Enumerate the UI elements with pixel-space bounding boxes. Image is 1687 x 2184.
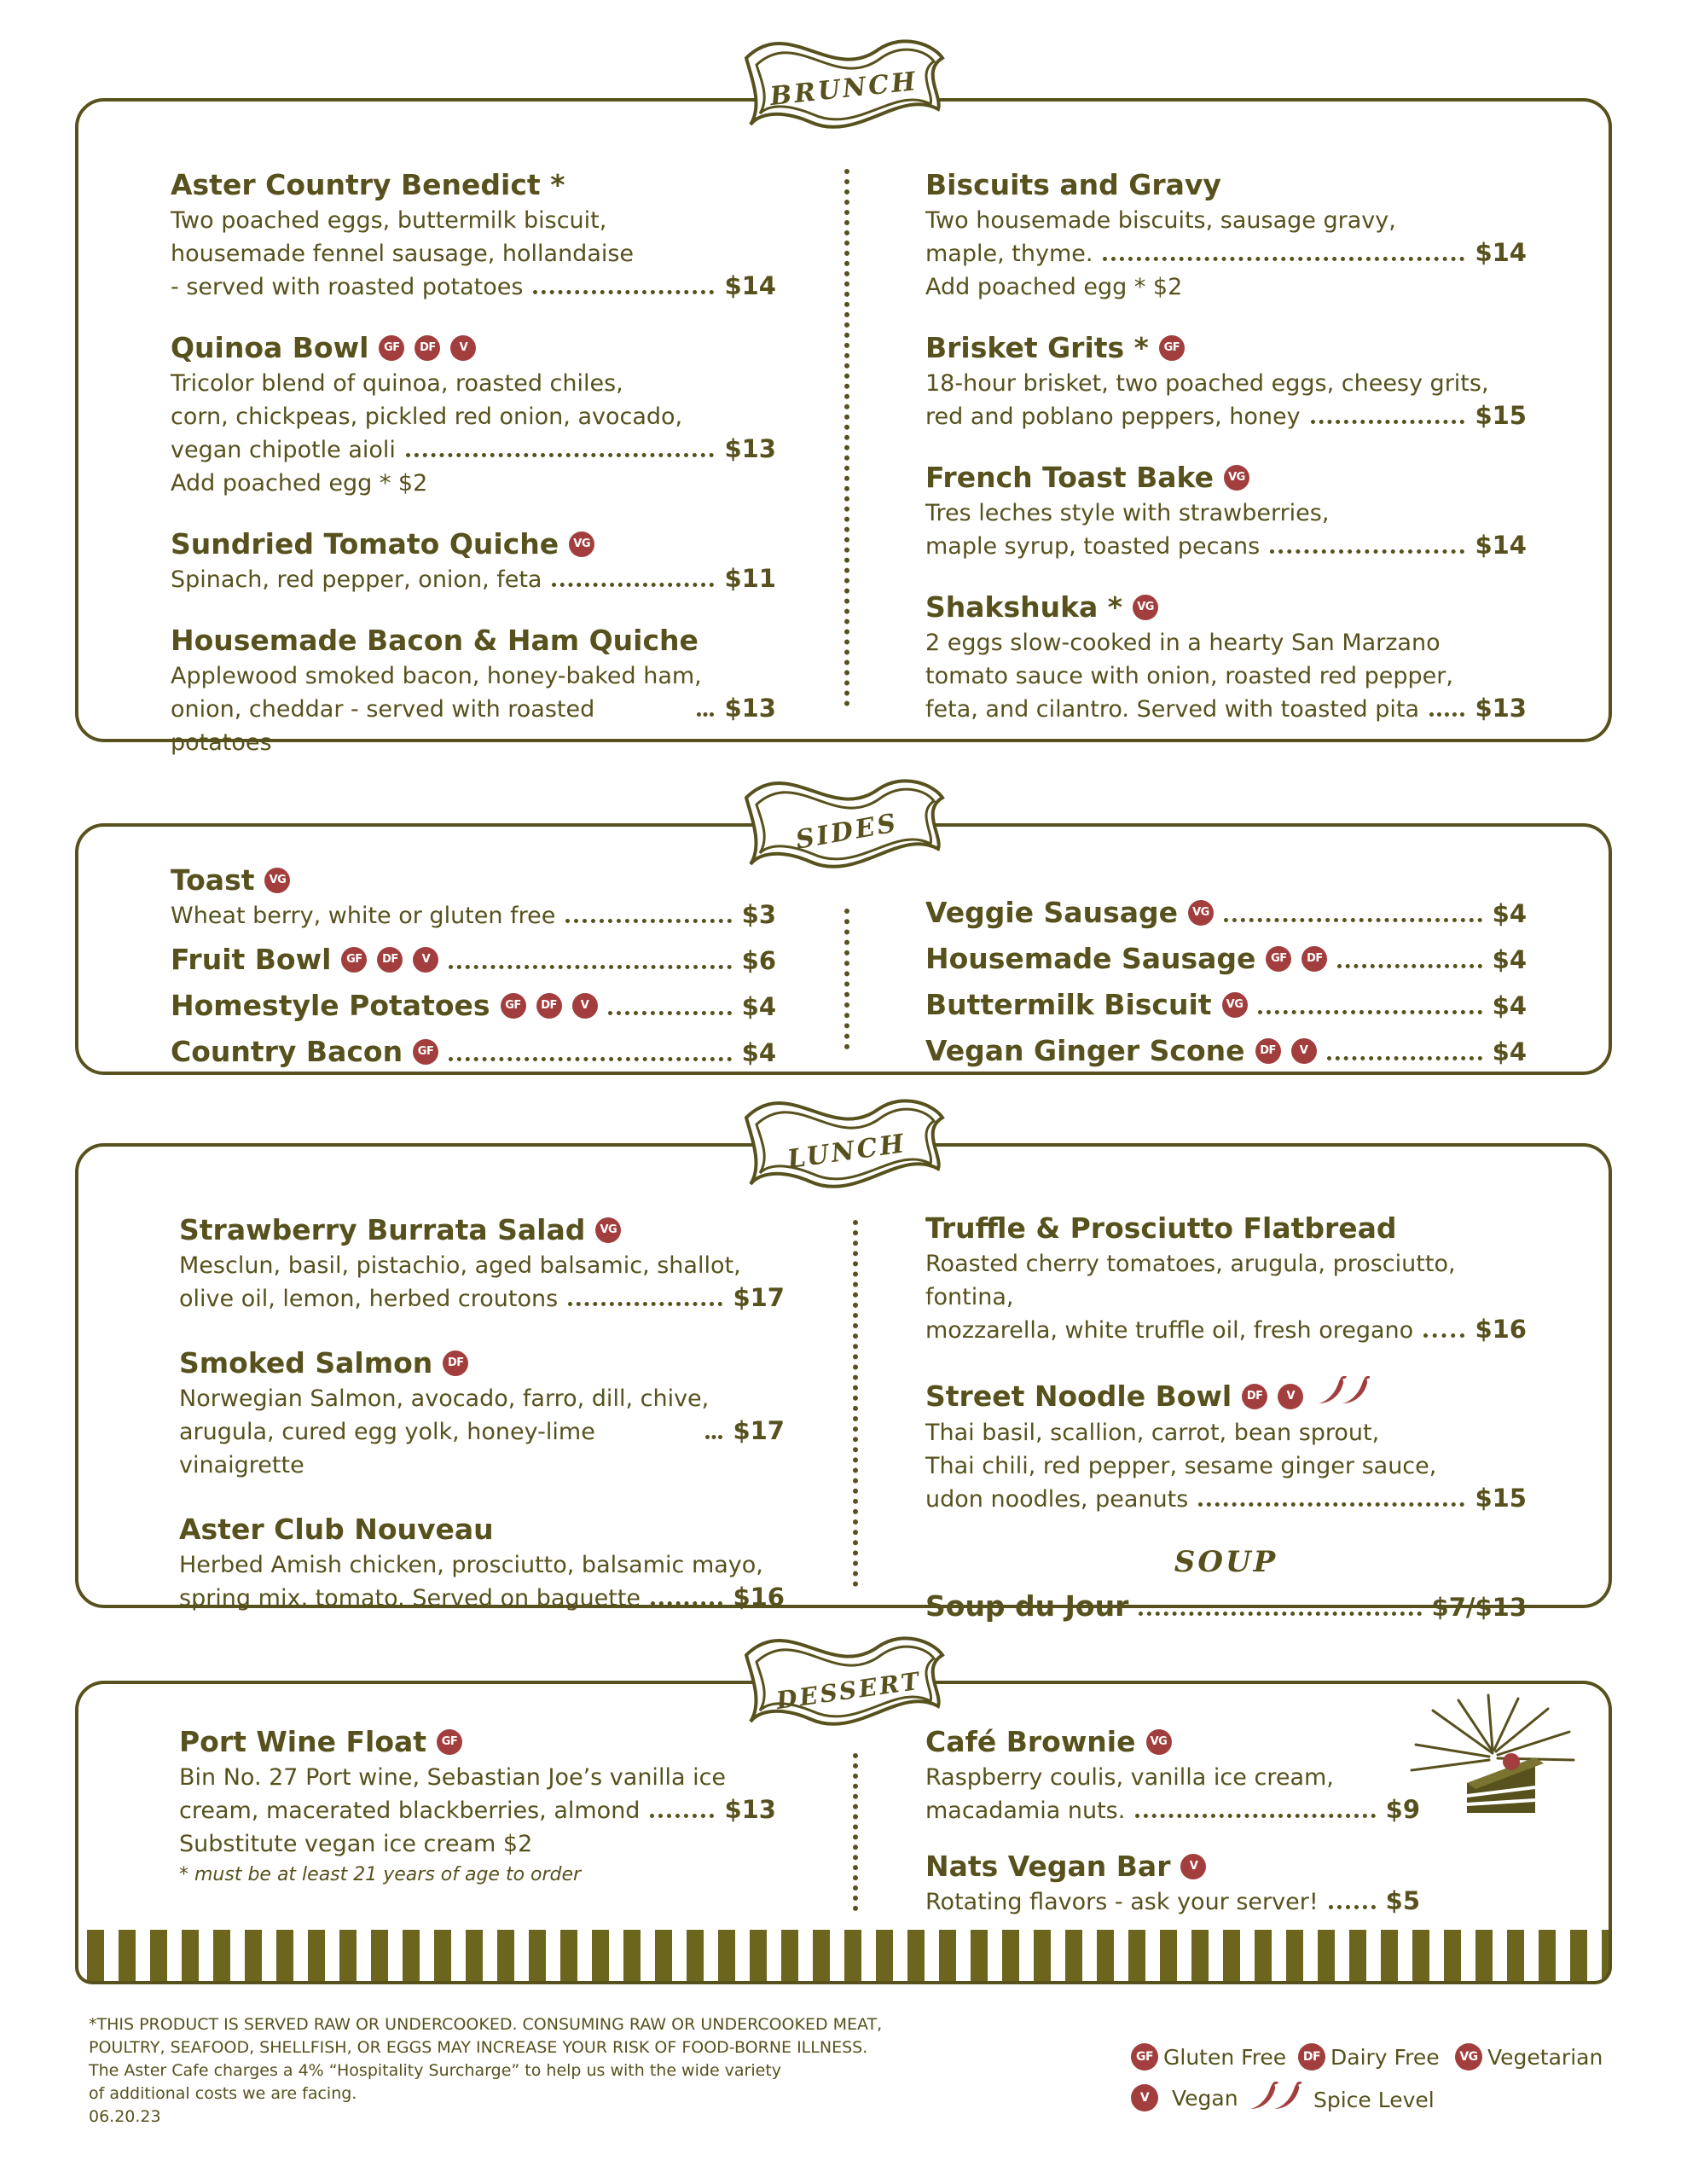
item-name: Aster Country Benedict *	[171, 168, 565, 201]
menu-date: 06.20.23	[89, 2107, 161, 2126]
dairy-free-badge-icon: DF	[1301, 946, 1327, 972]
item-name: Country Bacon	[171, 1035, 403, 1068]
chili-pepper-icon	[1315, 1376, 1370, 1416]
sides-left-column	[171, 862, 776, 1079]
item-name: Aster Club Nouveau	[179, 1513, 494, 1546]
dessert-title: DESSERT	[774, 1666, 924, 1716]
item-description: Two housemade biscuits, sausage gravy,	[925, 207, 1396, 234]
item-price: $17	[733, 1416, 785, 1445]
item-price: $9	[1385, 1795, 1420, 1824]
legend-gluten-free	[1128, 2043, 1286, 2071]
dot-leader	[406, 453, 715, 457]
item-name: Vegan Ginger Scone	[925, 1034, 1245, 1067]
legend-label: Spice Level	[1313, 2087, 1435, 2112]
item-description: Rotating flavors - ask your server!	[925, 1889, 1319, 1915]
item-description: mozzarella, white truffle oil, fresh oregano	[925, 1317, 1414, 1344]
brunch-divider	[844, 169, 849, 706]
gluten-free-badge-icon: GF	[379, 335, 404, 361]
vegan-badge-icon: V	[1291, 1038, 1317, 1064]
item-name: Quinoa Bowl	[171, 331, 369, 364]
item-description: onion, cheddar - served with roasted potatoes	[171, 696, 595, 756]
legend-label: Vegetarian	[1487, 2044, 1603, 2070]
side-item	[925, 986, 1527, 1024]
vegetarian-badge-icon: VG	[1224, 465, 1249, 491]
item-name: Smoked Salmon	[179, 1346, 433, 1380]
menu-item	[171, 526, 776, 596]
item-description: Raspberry coulis, vanilla ice cream,	[925, 1764, 1334, 1791]
gluten-free-badge-icon: GF	[1159, 335, 1185, 361]
dot-leader	[1429, 712, 1464, 717]
item-description: Applewood smoked bacon, honey-baked ham,	[171, 663, 702, 689]
item-description: 2 eggs slow-cooked in a hearty San Marzano	[925, 630, 1441, 656]
brunch-title: BRUNCH	[768, 67, 920, 113]
brunch-right-column	[925, 166, 1527, 752]
sides-right-column	[925, 894, 1527, 1078]
item-addon: Add poached egg * $2	[171, 470, 428, 497]
item-name: Biscuits and Gravy	[925, 168, 1221, 201]
soup-heading: SOUP	[1174, 1545, 1278, 1579]
item-price: $13	[724, 1795, 776, 1824]
dot-leader	[449, 1057, 732, 1061]
item-name: Port Wine Float	[179, 1725, 427, 1758]
dot-leader	[697, 712, 714, 717]
item-description: maple syrup, toasted pecans	[925, 533, 1261, 560]
item-name: Street Noodle Bowl	[925, 1379, 1232, 1413]
menu-item	[179, 1723, 776, 1890]
menu-item	[171, 622, 776, 759]
surcharge-line: of additional costs we are facing.	[89, 2084, 357, 2103]
item-name: Soup du Jour	[925, 1589, 1129, 1623]
item-description: housemade fennel sausage, hollandaise	[171, 241, 635, 267]
item-description: macadamia nuts.	[925, 1798, 1126, 1824]
legend-label: Dairy Free	[1330, 2044, 1440, 2070]
dot-leader	[1139, 1612, 1421, 1616]
vegan-badge-icon: V	[1180, 1854, 1206, 1879]
legend-label: Vegan	[1172, 2085, 1238, 2111]
item-price: $7/$13	[1431, 1593, 1527, 1622]
item-name: Nats Vegan Bar	[925, 1850, 1171, 1883]
item-description: Roasted cherry tomatoes, arugula, prosciutto, fontina,	[925, 1251, 1456, 1310]
item-description: Tricolor blend of quinoa, roasted chiles,	[171, 370, 623, 397]
brunch-banner	[729, 24, 959, 152]
item-description: feta, and cilantro. Served with toasted pita	[925, 696, 1420, 723]
dot-leader	[651, 1601, 722, 1606]
item-description: Two poached eggs, buttermilk biscuit,	[171, 207, 607, 234]
dot-leader	[705, 1435, 722, 1439]
item-price: $15	[1475, 401, 1527, 430]
vegetarian-badge-icon: VG	[1133, 595, 1158, 620]
dairy-free-badge-icon: DF	[1255, 1038, 1281, 1064]
item-name: Homestyle Potatoes	[171, 989, 490, 1022]
lunch-left-column	[179, 1211, 785, 1644]
legend-label: Gluten Free	[1163, 2044, 1287, 2070]
disclaimer-line: POULTRY, SEAFOOD, SHELLFISH, OR EGGS MAY INCREASE YOUR RISK OF FOOD-BORNE ILLNESS.	[89, 2038, 868, 2057]
item-description: Thai basil, scallion, carrot, bean sprout,	[925, 1420, 1380, 1446]
age-note: * must be at least 21 years of age to order	[179, 1864, 582, 1885]
dot-leader	[1327, 1056, 1482, 1060]
vegan-badge-icon: V	[572, 993, 598, 1019]
item-name: Truffle & Prosciutto Flatbread	[925, 1211, 1397, 1245]
disclaimer-line: *THIS PRODUCT IS SERVED RAW OR UNDERCOOKED. CONSUMING RAW OR UNDERCOOKED MEAT,	[89, 2015, 883, 2034]
sides-title: SIDES	[793, 808, 901, 856]
menu-item	[179, 1511, 785, 1615]
dairy-free-badge-icon: DF	[443, 1350, 468, 1376]
dot-leader	[533, 290, 714, 294]
item-price: $16	[733, 1583, 785, 1612]
menu-item	[925, 1210, 1527, 1347]
item-name: Brisket Grits *	[925, 331, 1149, 364]
item-description: Herbed Amish chicken, prosciutto, balsamic mayo,	[179, 1552, 763, 1578]
item-price: $4	[1492, 1037, 1527, 1066]
item-price: $14	[1475, 531, 1527, 560]
item-description: spring mix, tomato. Served on baguette	[179, 1585, 641, 1612]
item-description: tomato sauce with onion, roasted red pepper,	[925, 663, 1453, 689]
lunch-divider	[853, 1220, 858, 1587]
side-item	[925, 894, 1527, 932]
menu-item	[171, 329, 776, 500]
menu-item	[179, 1211, 785, 1316]
item-price: $4	[1492, 899, 1527, 928]
item-price: $13	[1475, 694, 1527, 723]
dot-leader	[568, 1302, 722, 1306]
dot-leader	[1270, 549, 1464, 554]
gluten-free-badge-icon: GF	[1131, 2043, 1158, 2071]
dessert-right-column	[925, 1723, 1420, 1939]
item-name: Café Brownie	[925, 1725, 1136, 1758]
item-description: Norwegian Salmon, avocado, farro, dill, chive,	[179, 1385, 710, 1412]
dot-leader	[1329, 1905, 1376, 1909]
dot-leader	[565, 919, 731, 923]
item-addon: Substitute vegan ice cream $2	[179, 1831, 533, 1857]
item-description: udon noodles, peanuts	[925, 1486, 1189, 1513]
item-price: $3	[741, 900, 776, 929]
lunch-right-column	[925, 1210, 1527, 1625]
vegan-badge-icon: V	[1131, 2084, 1158, 2111]
menu-item	[925, 459, 1527, 563]
item-name: Strawberry Burrata Salad	[179, 1213, 586, 1246]
chili-pepper-icon	[1247, 2082, 1301, 2117]
item-price: $4	[741, 1038, 776, 1067]
item-name: French Toast Bake	[925, 461, 1214, 494]
item-price: $4	[1492, 991, 1527, 1020]
dairy-free-badge-icon: DF	[377, 947, 403, 973]
menu-item	[171, 166, 776, 304]
side-item	[171, 1033, 776, 1071]
vegetarian-badge-icon: VG	[1188, 900, 1214, 926]
item-description: Wheat berry, white or gluten free	[171, 903, 556, 929]
dessert-divider	[853, 1753, 858, 1911]
vegetarian-badge-icon: VG	[1222, 992, 1248, 1018]
dot-leader	[1198, 1502, 1464, 1507]
vegan-badge-icon: V	[1278, 1384, 1303, 1409]
item-description: Spinach, red pepper, onion, feta	[171, 566, 542, 593]
item-addon: Add poached egg * $2	[925, 274, 1183, 300]
item-name: Fruit Bowl	[171, 943, 332, 976]
item-price: $16	[1475, 1315, 1527, 1344]
item-description: maple, thyme.	[925, 241, 1093, 267]
vegetarian-badge-icon: VG	[264, 868, 290, 893]
item-description: 18-hour brisket, two poached eggs, cheesy grits,	[925, 370, 1489, 397]
dot-leader	[608, 1011, 732, 1015]
item-description: red and poblano peppers, honey	[925, 404, 1301, 430]
item-description: Bin No. 27 Port wine, Sebastian Joe’s vanilla ice	[179, 1764, 727, 1791]
menu-item	[925, 1723, 1420, 1827]
item-name: Housemade Bacon & Ham Quiche	[171, 624, 699, 657]
item-description: - served with roasted potatoes	[171, 274, 524, 300]
dot-leader	[552, 583, 714, 587]
legend-spice-level	[1247, 2082, 1435, 2117]
lunch-title: LUNCH	[786, 1128, 908, 1176]
dot-leader	[1224, 918, 1482, 922]
item-name: Toast	[171, 863, 255, 897]
item-description: vegan chipotle aioli	[171, 437, 396, 463]
dot-leader	[1135, 1814, 1375, 1818]
lunch-banner	[729, 1083, 959, 1211]
item-price: $13	[724, 694, 776, 723]
item-description: Tres leches style with strawberries,	[925, 500, 1330, 526]
item-description: arugula, cured egg yolk, honey-lime vinaigrette	[179, 1419, 595, 1478]
toast-item	[171, 862, 776, 932]
vegetarian-badge-icon: VG	[1455, 2043, 1482, 2071]
item-price: $11	[724, 564, 776, 593]
dairy-free-badge-icon: DF	[1242, 1384, 1267, 1409]
vegetarian-badge-icon: VG	[1146, 1729, 1172, 1755]
item-price: $15	[1475, 1484, 1527, 1513]
item-name: Shakshuka *	[925, 590, 1123, 624]
gluten-free-badge-icon: GF	[437, 1729, 462, 1755]
item-price: $13	[724, 434, 776, 463]
item-price: $17	[733, 1283, 785, 1312]
dairy-free-badge-icon: DF	[1298, 2043, 1325, 2071]
side-item	[925, 1032, 1527, 1070]
gluten-free-badge-icon: GF	[1266, 946, 1291, 972]
item-name: Buttermilk Biscuit	[925, 988, 1212, 1021]
footer-disclaimer	[89, 2013, 1027, 2129]
surcharge-line: The Aster Cafe charges a 4% “Hospitality Surcharge” to help us with the wide variety	[89, 2061, 782, 2080]
dot-leader	[1258, 1010, 1482, 1014]
dot-leader	[1311, 420, 1465, 424]
side-item	[925, 940, 1527, 978]
gluten-free-badge-icon: GF	[413, 1039, 438, 1065]
item-price: $5	[1385, 1886, 1420, 1915]
soup-item	[925, 1588, 1527, 1625]
dot-leader	[650, 1814, 714, 1818]
item-price: $14	[1475, 238, 1527, 267]
cake-slice-icon	[1407, 1693, 1578, 1825]
legend-vegetarian	[1452, 2043, 1603, 2071]
brunch-left-column	[171, 166, 776, 785]
item-description: corn, chickpeas, pickled red onion, avocado,	[171, 404, 683, 430]
gluten-free-badge-icon: GF	[501, 993, 526, 1019]
legend-vegan	[1128, 2084, 1238, 2111]
item-price: $6	[741, 946, 776, 975]
menu-item	[925, 1376, 1527, 1516]
item-description: Thai chili, red pepper, sesame ginger sauce,	[925, 1453, 1437, 1479]
dot-leader	[1423, 1333, 1464, 1338]
menu-item	[925, 329, 1527, 433]
vegan-badge-icon: V	[450, 335, 476, 361]
vegetarian-badge-icon: VG	[595, 1217, 621, 1243]
menu-item	[925, 166, 1527, 304]
item-description: cream, macerated blackberries, almond	[179, 1798, 641, 1824]
item-price: $4	[741, 992, 776, 1021]
menu-item	[179, 1345, 785, 1482]
item-description: olive oil, lemon, herbed croutons	[179, 1286, 559, 1312]
vegetarian-badge-icon: VG	[569, 531, 594, 557]
item-name: Veggie Sausage	[925, 896, 1178, 929]
sides-divider	[844, 909, 849, 1049]
item-price: $14	[724, 271, 776, 300]
dessert-left-column	[179, 1723, 776, 1907]
menu-item	[925, 1848, 1420, 1919]
item-price: $4	[1492, 945, 1527, 974]
vegan-badge-icon: V	[413, 947, 438, 973]
menu-item	[925, 589, 1527, 726]
dot-leader	[449, 965, 731, 969]
side-item	[171, 987, 776, 1025]
dairy-free-badge-icon: DF	[536, 993, 562, 1019]
item-name: Housemade Sausage	[925, 942, 1256, 975]
dot-leader	[1103, 257, 1464, 261]
gluten-free-badge-icon: GF	[341, 947, 367, 973]
dot-leader	[1337, 964, 1481, 968]
dairy-free-badge-icon: DF	[415, 335, 440, 361]
side-item	[171, 941, 776, 979]
item-name: Sundried Tomato Quiche	[171, 527, 559, 561]
item-description: Mesclun, basil, pistachio, aged balsamic, shallot,	[179, 1252, 741, 1279]
legend-dairy-free	[1295, 2043, 1440, 2071]
